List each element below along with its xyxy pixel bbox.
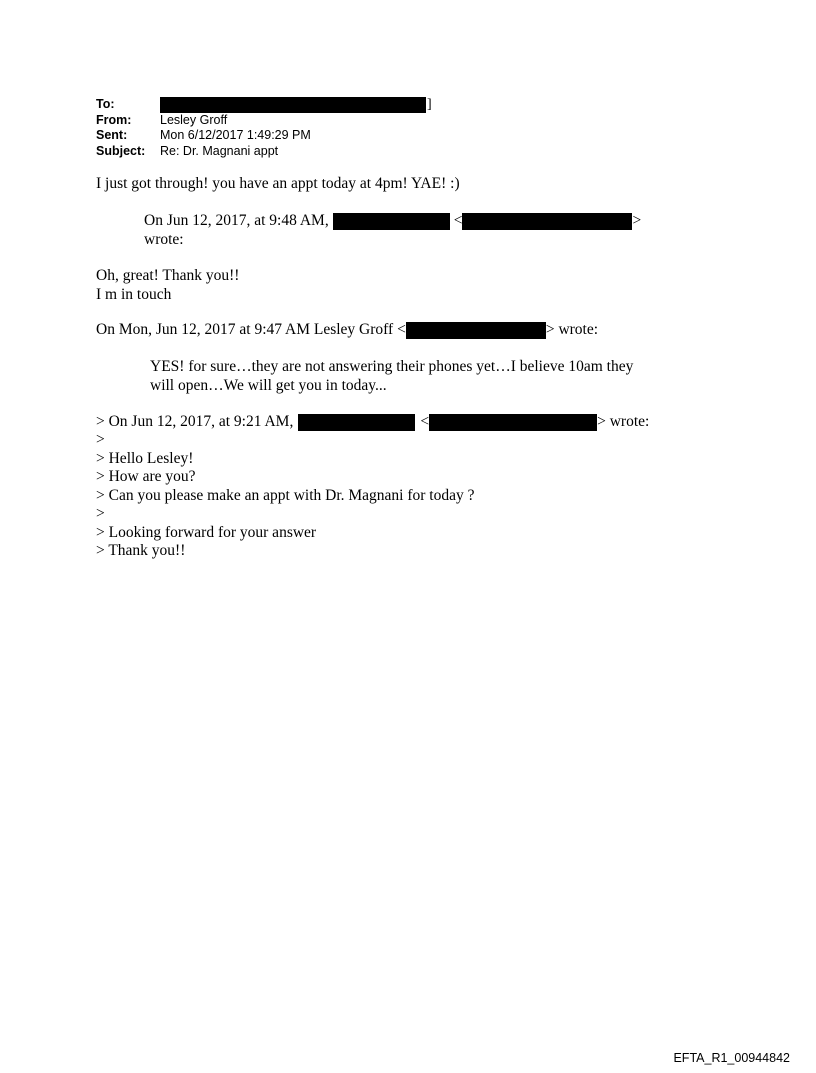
to-bracket: ]	[427, 97, 432, 112]
reply-block-1	[96, 267, 239, 304]
to-label: To:	[96, 97, 115, 111]
reply1-line-2: I m in touch	[96, 285, 172, 303]
redacted-email-2	[406, 322, 546, 339]
reply1-line-1: Oh, great! Thank you!!	[96, 267, 240, 284]
quote1-lt: <	[453, 212, 463, 230]
quoted-line: > Looking forward for your answer	[96, 523, 317, 541]
email-header	[96, 97, 432, 159]
quote-header-3	[96, 413, 649, 431]
subject-value: Re: Dr. Magnani appt	[160, 143, 279, 158]
from-value: Lesley Groff	[160, 112, 228, 127]
quoted-line: > Hello Lesley!	[96, 449, 194, 467]
quoted-line: > How are you?	[96, 468, 196, 485]
quoted-message-groff	[150, 358, 633, 395]
quoted-line: > Thank you!!	[96, 542, 186, 559]
quote1-gt: >	[632, 212, 642, 230]
quote-header-2	[96, 321, 598, 339]
quote1-wrote: wrote:	[144, 230, 184, 248]
reply-message: I just got through! you have an appt today at 4pm! YAE! :)	[96, 175, 460, 192]
quote1-prefix: On Jun 12, 2017, at 9:48 AM,	[144, 212, 329, 230]
quoted-original-message	[96, 431, 475, 561]
subject-row	[96, 144, 432, 160]
document-id: EFTA_R1_00944842	[673, 1051, 790, 1065]
from-label: From:	[96, 112, 132, 127]
redacted-recipient	[160, 97, 426, 113]
quoted-line: > Can you please make an appt with Dr. Magnani for today ?	[96, 486, 475, 504]
from-row	[96, 113, 432, 129]
quote3-lt: <	[420, 413, 430, 430]
yes-line-1: YES! for sure…they are not answering their phones yet…I believe 10am they	[150, 358, 634, 375]
quote3-suffix: > wrote:	[597, 413, 650, 430]
yes-line-2: will open…We will get you in today...	[150, 376, 387, 394]
sent-row	[96, 128, 432, 144]
quote-header-1	[144, 212, 641, 249]
redacted-sender-name	[333, 213, 450, 230]
quote3-prefix: > On Jun 12, 2017, at 9:21 AM,	[96, 413, 294, 430]
redacted-sender-email-3	[429, 414, 597, 431]
sent-label: Sent:	[96, 128, 128, 142]
sent-value: Mon 6/12/2017 1:49:29 PM	[160, 128, 311, 142]
subject-label: Subject:	[96, 143, 146, 158]
redacted-sender-name-3	[298, 414, 415, 431]
quoted-line: >	[96, 505, 105, 522]
to-row	[96, 97, 432, 113]
redacted-sender-email	[462, 213, 632, 230]
quote2-suffix: > wrote:	[545, 321, 599, 338]
quoted-line: >	[96, 431, 105, 448]
quote2-prefix: On Mon, Jun 12, 2017 at 9:47 AM Lesley Groff <	[96, 321, 406, 338]
